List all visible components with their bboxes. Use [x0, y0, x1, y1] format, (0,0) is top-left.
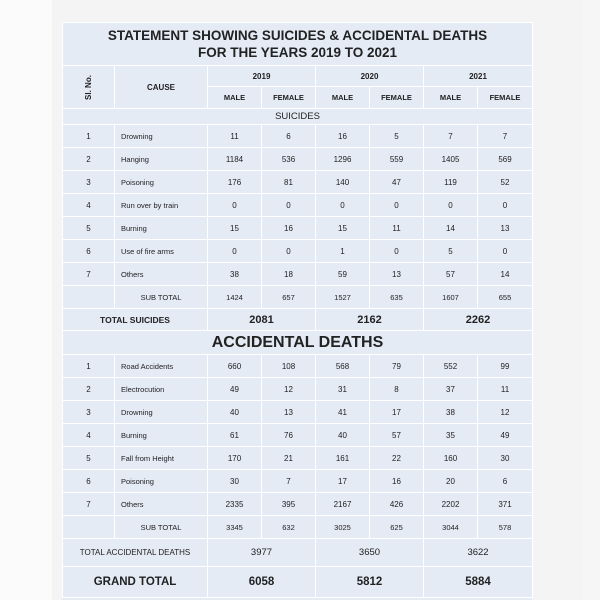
suicides-row-value: 0	[478, 240, 533, 263]
suicides-subtotal-value: 1424	[208, 286, 262, 309]
accidental-row	[63, 378, 533, 401]
suicides-row-value: 5	[424, 240, 478, 263]
suicides-row-number: 6	[63, 240, 115, 263]
suicides-row-value: 1405	[424, 148, 478, 171]
suicides-row	[63, 194, 533, 217]
suicides-row-value: 0	[424, 194, 478, 217]
accidental-row-value: 17	[316, 470, 370, 493]
accidental-row-value: 2202	[424, 493, 478, 516]
accidental-row-number: 5	[63, 447, 115, 470]
suicides-row-cause: Run over by train	[115, 194, 208, 217]
suicides-row-value: 13	[370, 263, 424, 286]
suicides-row-value: 16	[316, 125, 370, 148]
suicides-subtotal-value: 635	[370, 286, 424, 309]
suicides-row-cause: Others	[115, 263, 208, 286]
accidental-row-value: 16	[370, 470, 424, 493]
suicides-subtotal-value: 1607	[424, 286, 478, 309]
accidental-row-value: 76	[262, 424, 316, 447]
accidental-subtotal-value: 578	[478, 516, 533, 539]
accidental-subtotal-value: 3345	[208, 516, 262, 539]
accidental-row	[63, 493, 533, 516]
suicides-row-number: 5	[63, 217, 115, 240]
suicides-row-value: 0	[316, 194, 370, 217]
suicides-row-value: 0	[478, 194, 533, 217]
suicides-row-cause: Hanging	[115, 148, 208, 171]
suicides-row-value: 0	[208, 240, 262, 263]
suicides-row-value: 1296	[316, 148, 370, 171]
accidental-row-value: 21	[262, 447, 316, 470]
section-suicides: SUICIDES	[63, 109, 533, 125]
suicides-row-value: 7	[424, 125, 478, 148]
accidental-row-value: 12	[478, 401, 533, 424]
suicides-row	[63, 148, 533, 171]
accidental-row-value: 30	[478, 447, 533, 470]
accidental-row-number: 1	[63, 355, 115, 378]
header-female-2021: FEMALE	[478, 87, 533, 109]
suicides-row-value: 1	[316, 240, 370, 263]
header-year-2020: 2020	[316, 66, 424, 87]
accidental-row-number: 2	[63, 378, 115, 401]
suicides-row	[63, 263, 533, 286]
accidental-row-value: 6	[478, 470, 533, 493]
accidental-row-value: 79	[370, 355, 424, 378]
accidental-row	[63, 401, 533, 424]
suicides-row-number: 2	[63, 148, 115, 171]
suicides-row	[63, 125, 533, 148]
suicides-row-number: 7	[63, 263, 115, 286]
accidental-row-value: 12	[262, 378, 316, 401]
suicides-row-value: 569	[478, 148, 533, 171]
total-accidental-2019: 3977	[208, 539, 316, 567]
accidental-subtotal-blank	[63, 516, 115, 539]
suicides-row-value: 38	[208, 263, 262, 286]
grand-total-label: GRAND TOTAL	[63, 567, 208, 598]
accidental-row-value: 660	[208, 355, 262, 378]
suicides-row-number: 4	[63, 194, 115, 217]
accidental-row-value: 40	[208, 401, 262, 424]
accidental-row-cause: Drowning	[115, 401, 208, 424]
accidental-row-value: 170	[208, 447, 262, 470]
accidental-row-cause: Road Accidents	[115, 355, 208, 378]
suicides-row-value: 14	[478, 263, 533, 286]
suicides-row	[63, 171, 533, 194]
accidental-row-cause: Fall from Height	[115, 447, 208, 470]
suicides-row-value: 0	[370, 240, 424, 263]
header-slno: Sl. No.	[63, 66, 115, 109]
suicides-row-number: 3	[63, 171, 115, 194]
header-year-2019: 2019	[208, 66, 316, 87]
suicides-row-number: 1	[63, 125, 115, 148]
accidental-row-cause: Others	[115, 493, 208, 516]
accidental-row-value: 8	[370, 378, 424, 401]
header-male-2021: MALE	[424, 87, 478, 109]
accidental-row-number: 7	[63, 493, 115, 516]
grand-total-2019: 6058	[208, 567, 316, 598]
accidental-row-value: 161	[316, 447, 370, 470]
accidental-subtotal-value: 632	[262, 516, 316, 539]
accidental-row-value: 2167	[316, 493, 370, 516]
accidental-row-value: 30	[208, 470, 262, 493]
suicides-row-cause: Drowning	[115, 125, 208, 148]
suicides-subtotal-label: SUB TOTAL	[115, 286, 208, 309]
accidental-row-value: 41	[316, 401, 370, 424]
suicides-row-value: 559	[370, 148, 424, 171]
suicides-subtotal-value: 1527	[316, 286, 370, 309]
accidental-row-number: 6	[63, 470, 115, 493]
accidental-row-value: 2335	[208, 493, 262, 516]
document-title	[63, 23, 533, 66]
accidental-row-value: 20	[424, 470, 478, 493]
title-line-2: FOR THE YEARS 2019 TO 2021	[197, 45, 398, 60]
accidental-subtotal-value: 625	[370, 516, 424, 539]
header-male-2020: MALE	[316, 87, 370, 109]
suicides-row-value: 0	[208, 194, 262, 217]
accidental-row-value: 37	[424, 378, 478, 401]
total-accidental-2020: 3650	[316, 539, 424, 567]
header-year-2021: 2021	[424, 66, 533, 87]
accidental-row-value: 57	[370, 424, 424, 447]
accidental-row-value: 108	[262, 355, 316, 378]
suicides-row	[63, 217, 533, 240]
total-accidental-2021: 3622	[424, 539, 533, 567]
accidental-row-value: 99	[478, 355, 533, 378]
accidental-row-value: 7	[262, 470, 316, 493]
accidental-row-number: 3	[63, 401, 115, 424]
accidental-row-value: 11	[478, 378, 533, 401]
accidental-row	[63, 424, 533, 447]
accidental-row-value: 49	[208, 378, 262, 401]
accidental-row	[63, 470, 533, 493]
accidental-rows	[63, 355, 533, 516]
suicides-row-value: 81	[262, 171, 316, 194]
scrollbar-track[interactable]	[582, 0, 600, 600]
accidental-row-value: 160	[424, 447, 478, 470]
accidental-row-value: 568	[316, 355, 370, 378]
suicides-row-value: 14	[424, 217, 478, 240]
suicides-row-value: 1184	[208, 148, 262, 171]
accidental-row	[63, 355, 533, 378]
suicides-subtotal-value: 655	[478, 286, 533, 309]
accidental-row-value: 13	[262, 401, 316, 424]
suicides-row-value: 11	[208, 125, 262, 148]
suicides-row-value: 0	[370, 194, 424, 217]
header-cause: CAUSE	[115, 66, 208, 109]
title-line-1: STATEMENT SHOWING SUICIDES & ACCIDENTAL DEATHS	[107, 28, 488, 43]
suicides-row-value: 15	[316, 217, 370, 240]
accidental-subtotal-value: 3044	[424, 516, 478, 539]
suicides-row-value: 16	[262, 217, 316, 240]
suicides-row-value: 140	[316, 171, 370, 194]
suicides-subtotal-value: 657	[262, 286, 316, 309]
suicides-row-value: 5	[370, 125, 424, 148]
accidental-row-value: 426	[370, 493, 424, 516]
suicides-row-value: 57	[424, 263, 478, 286]
suicides-row-value: 119	[424, 171, 478, 194]
suicides-row-cause: Use of fire arms	[115, 240, 208, 263]
suicides-row	[63, 240, 533, 263]
accidental-row-value: 395	[262, 493, 316, 516]
suicides-row-value: 6	[262, 125, 316, 148]
suicides-row-value: 536	[262, 148, 316, 171]
suicides-subtotal-blank	[63, 286, 115, 309]
header-female-2020: FEMALE	[370, 87, 424, 109]
grand-total-2021: 5884	[424, 567, 533, 598]
accidental-row-cause: Burning	[115, 424, 208, 447]
suicides-row-value: 176	[208, 171, 262, 194]
accidental-row-number: 4	[63, 424, 115, 447]
suicides-row-value: 7	[478, 125, 533, 148]
suicides-row-cause: Burning	[115, 217, 208, 240]
accidental-row	[63, 447, 533, 470]
accidental-row-value: 35	[424, 424, 478, 447]
header-male-2019: MALE	[208, 87, 262, 109]
accidental-row-cause: Electrocution	[115, 378, 208, 401]
suicides-row-value: 13	[478, 217, 533, 240]
left-pane	[0, 0, 52, 600]
section-accidental-deaths: ACCIDENTAL DEATHS	[63, 331, 533, 355]
total-suicides-2021: 2262	[424, 309, 533, 331]
accidental-row-cause: Poisoning	[115, 470, 208, 493]
accidental-row-value: 40	[316, 424, 370, 447]
accidental-subtotal-value: 3025	[316, 516, 370, 539]
suicides-row-value: 18	[262, 263, 316, 286]
accidental-row-value: 371	[478, 493, 533, 516]
accidental-row-value: 49	[478, 424, 533, 447]
accidental-subtotal-label: SUB TOTAL	[115, 516, 208, 539]
total-accidental-label: TOTAL ACCIDENTAL DEATHS	[63, 539, 208, 567]
total-suicides-2019: 2081	[208, 309, 316, 331]
header-female-2019: FEMALE	[262, 87, 316, 109]
accidental-row-value: 61	[208, 424, 262, 447]
accidental-row-value: 17	[370, 401, 424, 424]
total-suicides-label: TOTAL SUICIDES	[63, 309, 208, 331]
accidental-row-value: 38	[424, 401, 478, 424]
accidental-row-value: 22	[370, 447, 424, 470]
suicides-row-cause: Poisoning	[115, 171, 208, 194]
suicides-row-value: 15	[208, 217, 262, 240]
suicides-row-value: 59	[316, 263, 370, 286]
total-suicides-2020: 2162	[316, 309, 424, 331]
suicides-row-value: 0	[262, 194, 316, 217]
accidental-row-value: 31	[316, 378, 370, 401]
statement-table	[62, 22, 533, 598]
suicides-row-value: 47	[370, 171, 424, 194]
suicides-row-value: 11	[370, 217, 424, 240]
suicides-rows	[63, 125, 533, 286]
suicides-row-value: 52	[478, 171, 533, 194]
grand-total-2020: 5812	[316, 567, 424, 598]
suicides-row-value: 0	[262, 240, 316, 263]
accidental-row-value: 552	[424, 355, 478, 378]
